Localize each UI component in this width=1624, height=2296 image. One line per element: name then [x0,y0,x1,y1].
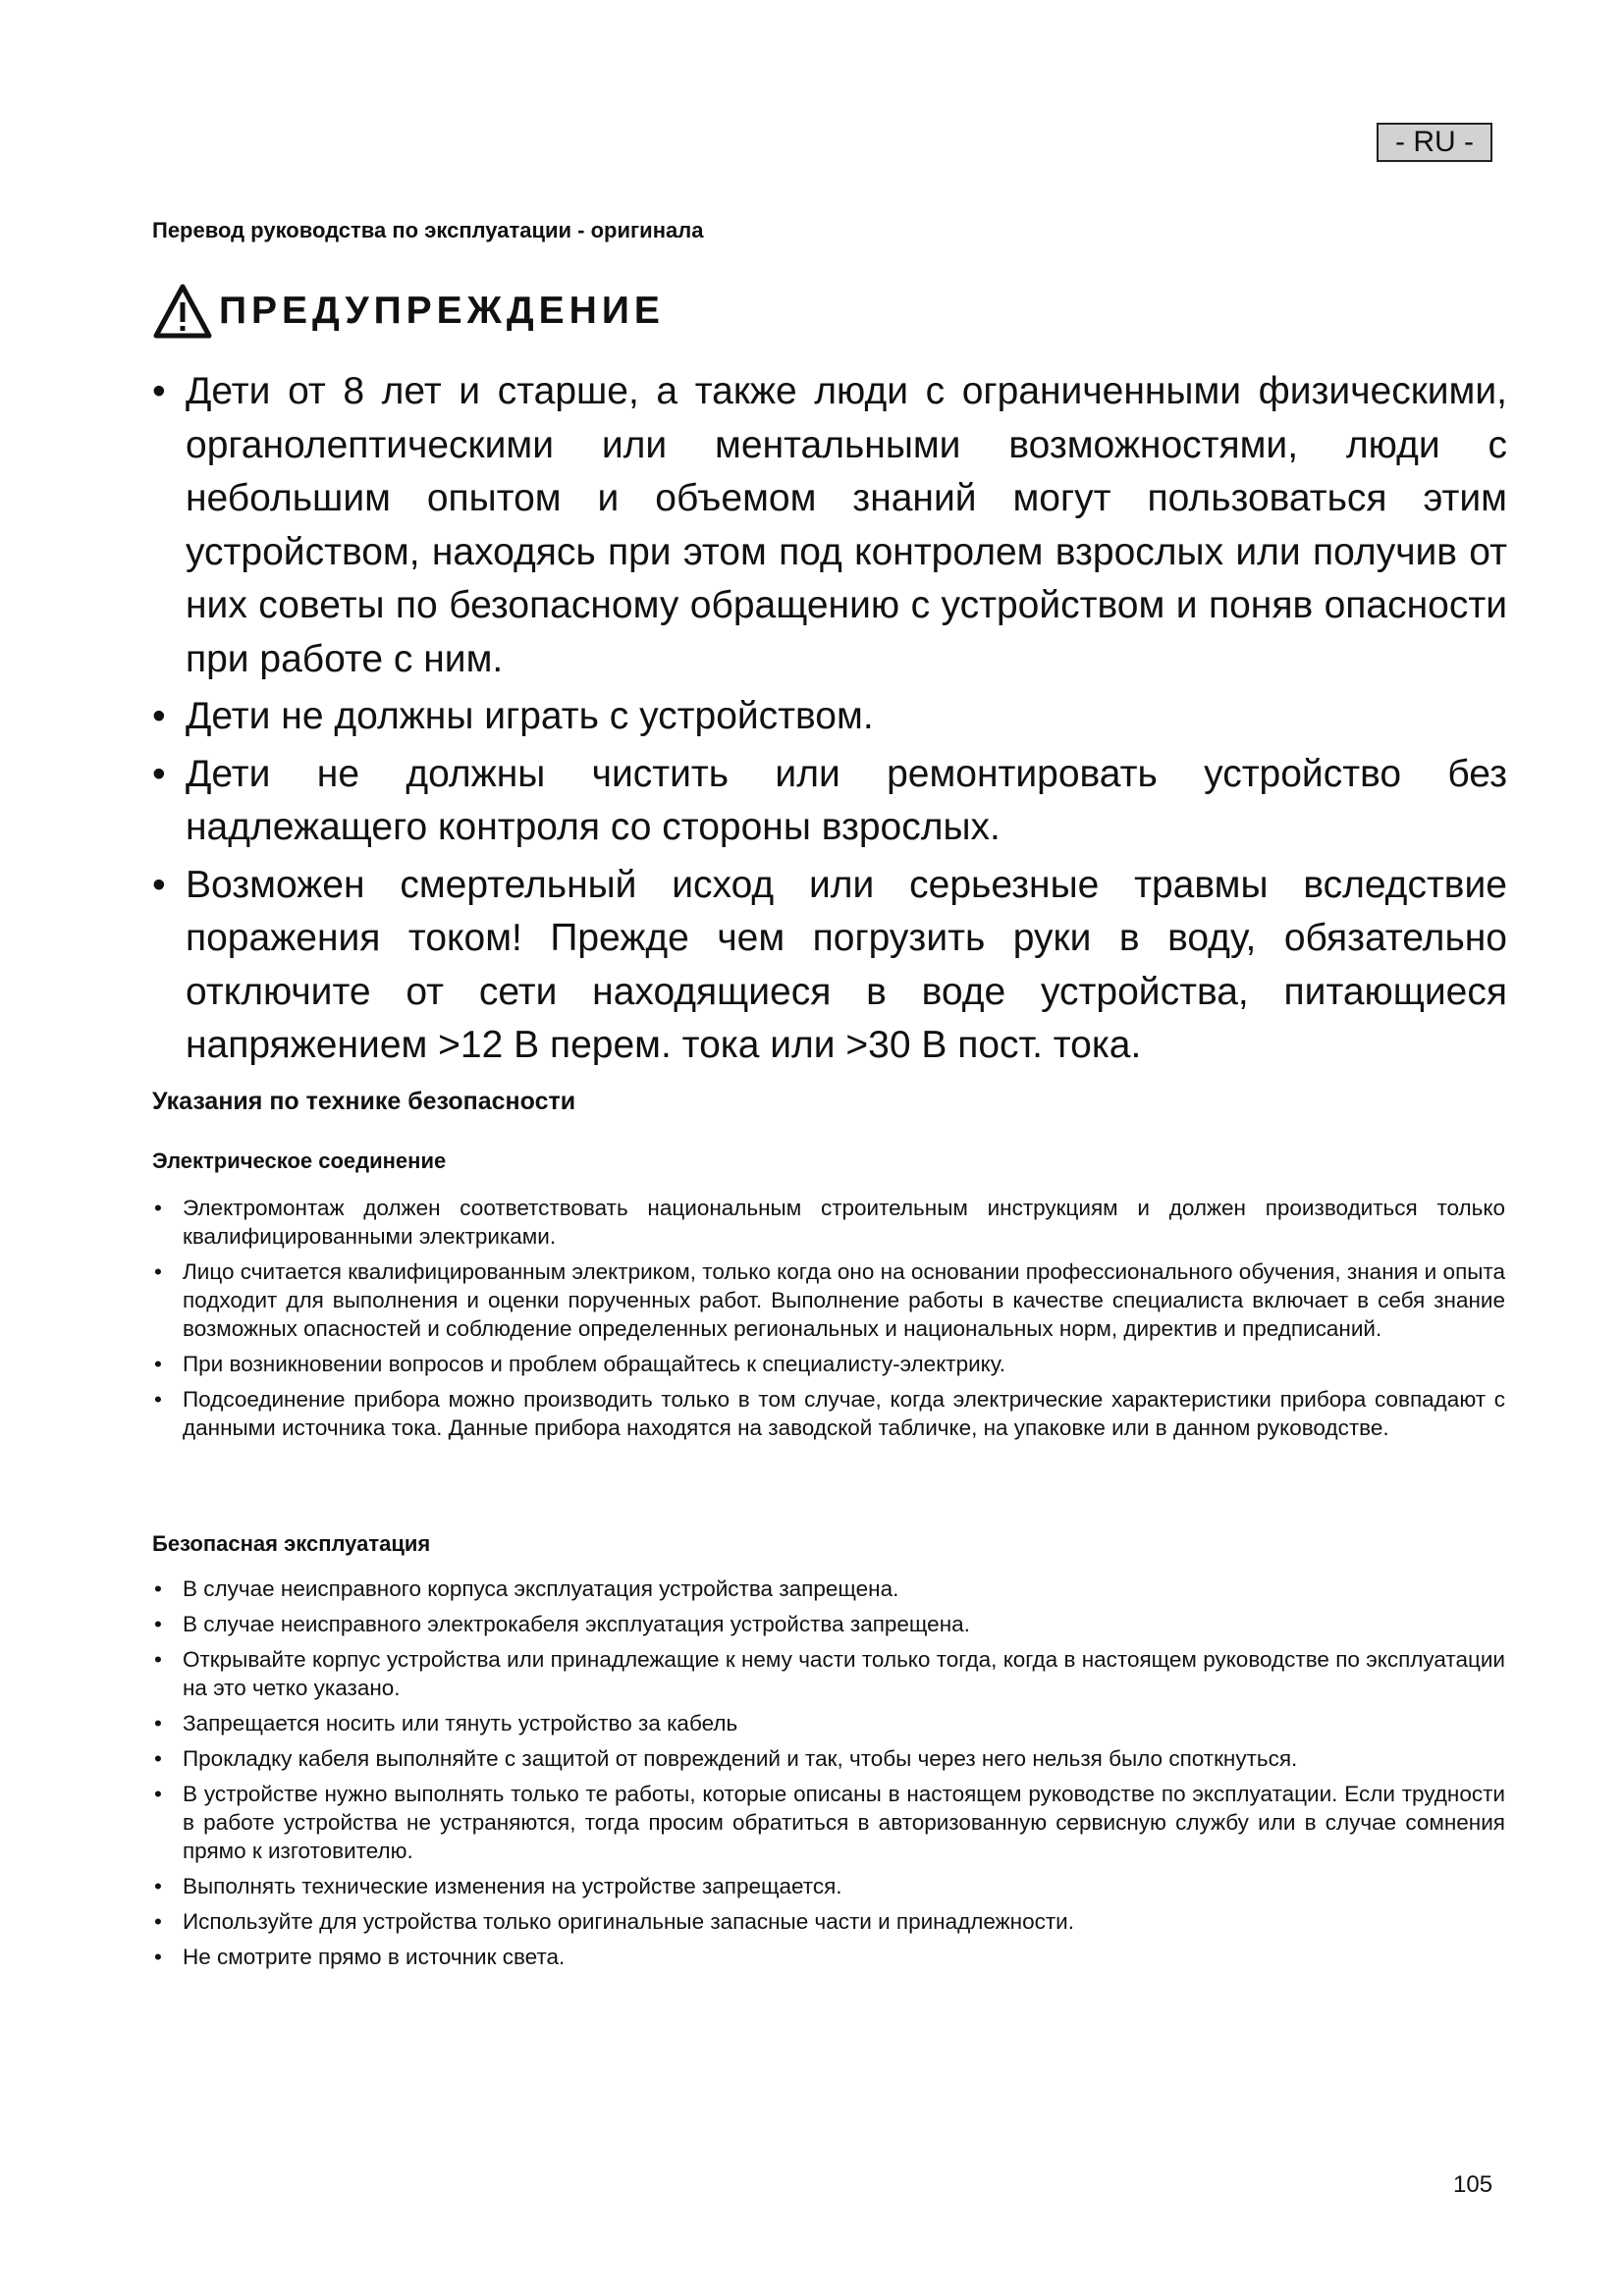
warning-item: • Возможен смертельный исход или серьезные травмы вследствие поражения током! Прежде чем погрузить руки в воду, обязательно отключите от сети находящиеся в воде устройства, питающиеся напряжением >12 В перем. тока или >30 В пост. тока. [152,859,1507,1073]
warning-heading [152,277,665,346]
list-item: • Прокладку кабеля выполняйте с защитой от повреждений и так, чтобы через него нельзя было споткнуться. [152,1744,1505,1773]
warning-title: ПРЕДУПРЕЖДЕНИЕ [219,290,665,332]
electrical-connection-list [152,1194,1505,1449]
warning-item: • Дети не должны чистить или ремонтировать устройство без надлежащего контроля со стороны взрослых. [152,748,1507,855]
safe-operation-heading: Безопасная эксплуатация [152,1531,431,1556]
list-item: • Используйте для устройства только оригинальные запасные части и принадлежности. [152,1907,1505,1936]
warning-item: • Дети не должны играть с устройством. [152,690,1507,744]
list-item: • Открывайте корпус устройства или принадлежащие к нему части только тогда, когда в настоящем руководстве по эксплуатации на это четко указано. [152,1645,1505,1702]
warning-list [152,365,1507,1077]
list-item: • Запрещается носить или тянуть устройство за кабель [152,1709,1505,1737]
safe-operation-list [152,1575,1505,1978]
list-item: • Лицо считается квалифицированным электриком, только когда оно на основании профессионального обучения, знания и опыта подходит для выполнения и оценки порученных работ. Выполнение работы в качестве специалиста включает в себя знание возможных опасностей и соблюдение определенных региональных и национальных норм, директив и предписаний. [152,1257,1505,1343]
list-item: • Выполнять технические изменения на устройстве запрещается. [152,1872,1505,1900]
list-item: • При возникновении вопросов и проблем обращайтесь к специалисту-электрику. [152,1350,1505,1378]
list-item: • В случае неисправного корпуса эксплуатация устройства запрещена. [152,1575,1505,1603]
list-item: • Электромонтаж должен соответствовать национальным строительным инструкциям и должен производиться только квалифицированными электриками. [152,1194,1505,1251]
warning-item: • Дети от 8 лет и старше, а также люди с ограниченными физическими, органолептическими или ментальными возможностями, люди с небольшим опытом и объемом знаний могут пользоваться этим устройством, находясь при этом под контролем взрослых или получив от них советы по безопасному обращению с устройством и поняв опасности при работе с ним. [152,365,1507,686]
list-item: • Не смотрите прямо в источник света. [152,1943,1505,1971]
warning-triangle-icon [152,283,213,340]
document-subtitle: Перевод руководства по эксплуатации - оригинала [152,218,704,242]
language-tag: - RU - [1377,123,1492,162]
list-item: • В устройстве нужно выполнять только те работы, которые описаны в настоящем руководстве по эксплуатации. Если трудности в работе устройства не устраняются, тогда просим обратиться в авторизованную сервисную службу или в случае сомнения прямо к изготовителю. [152,1780,1505,1865]
list-item: • Подсоединение прибора можно производить только в том случае, когда электрические характеристики прибора совпадают с данными источника тока. Данные прибора находятся на заводской табличке, на упаковке или в данном руководстве. [152,1385,1505,1442]
electrical-connection-heading: Электрическое соединение [152,1148,447,1173]
list-item: • В случае неисправного электрокабеля эксплуатация устройства запрещена. [152,1610,1505,1638]
safety-heading: Указания по технике безопасности [152,1088,576,1115]
page-number: 105 [1453,2171,1493,2198]
